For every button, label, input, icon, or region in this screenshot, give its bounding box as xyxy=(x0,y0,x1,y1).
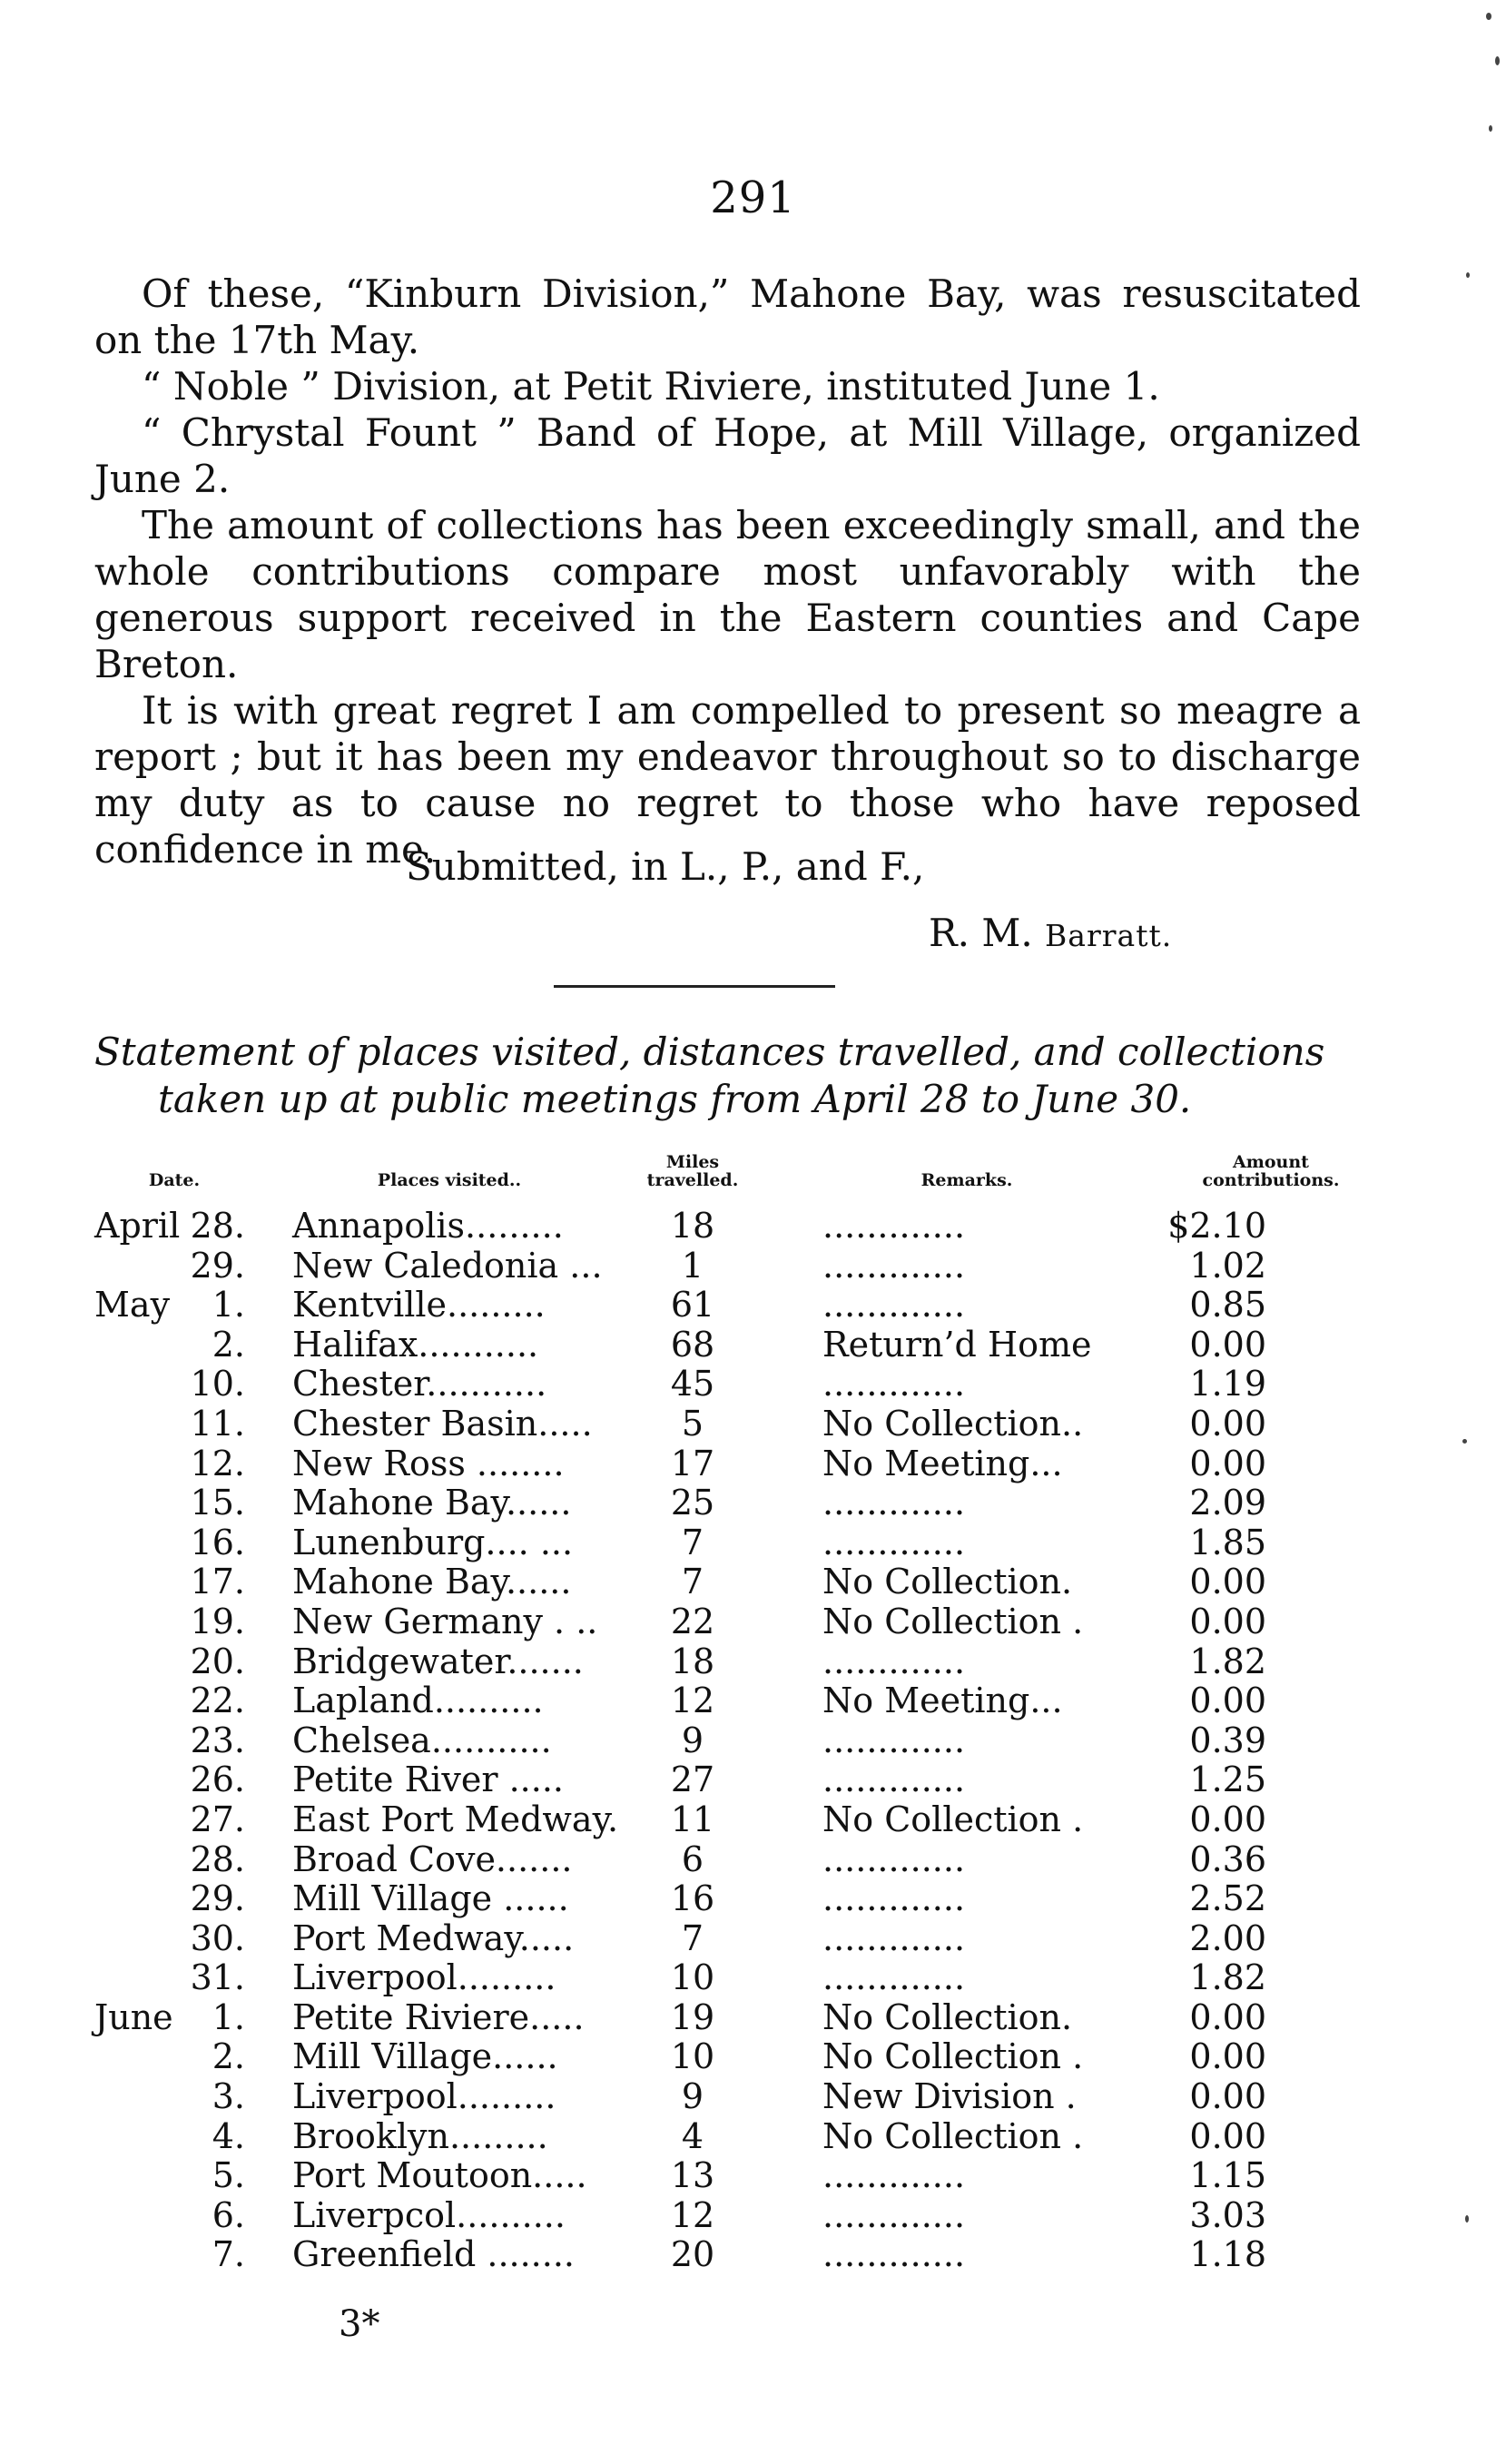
table-row xyxy=(0,2196,1506,2236)
table-row xyxy=(0,1247,1506,1286)
amount-contributed: 0.00 xyxy=(1189,1324,1266,1365)
amount-contributed: 2.52 xyxy=(1189,1878,1266,1919)
miles-travelled: 12 xyxy=(670,2194,715,2235)
paragraph: Of these, “Kinburn Division,” Mahone Bay, was resuscitated on the 17th May. xyxy=(94,271,1361,362)
remark: ............. xyxy=(822,2155,966,2196)
remark: No Collection . xyxy=(822,1799,1084,1839)
miles-travelled: 10 xyxy=(670,1957,715,1998)
place-name: New Ross ........ xyxy=(292,1443,565,1483)
date-day: 22. xyxy=(190,1680,245,1721)
amount-contributed: 2.00 xyxy=(1189,1917,1266,1958)
miles-travelled: 12 xyxy=(670,1680,715,1721)
amount-contributed: 2.09 xyxy=(1189,1483,1266,1523)
miles-travelled: 61 xyxy=(670,1285,715,1326)
amount-contributed: 3.03 xyxy=(1189,2194,1266,2235)
remark: ............. xyxy=(822,1838,966,1879)
paragraph: The amount of collections has been exceedingly small, and the whole contributions compare most unfavorably with the generous support received in the Eastern counties and Cape Breton. xyxy=(94,503,1361,686)
remark: ............. xyxy=(822,1483,966,1523)
miles-travelled: 20 xyxy=(670,2234,715,2275)
place-name: Broad Cove....... xyxy=(292,1838,573,1879)
amount-contributed: 0.85 xyxy=(1189,1285,1266,1326)
statement-title-line-2: taken up at public meetings from April 28 to June 30. xyxy=(158,1077,1192,1121)
date-day: 2. xyxy=(212,1324,245,1365)
header-amount-1: Amount xyxy=(1233,1152,1309,1172)
header-remarks: Remarks. xyxy=(920,1170,1013,1190)
amount-contributed: 1.82 xyxy=(1189,1641,1266,1681)
table-row xyxy=(0,1483,1506,1523)
table-row xyxy=(0,2156,1506,2196)
paragraph: It is with great regret I am compelled to present so meagre a report ; but it has been my endeavor throughout so to discharge my duty as to cause no regret to those who have reposed confidence in me. xyxy=(94,688,1361,872)
table-row xyxy=(0,1800,1506,1840)
miles-travelled: 7 xyxy=(681,1917,704,1958)
date-day: 1. xyxy=(212,1996,245,2037)
submitted-line: Submitted, in L., P., and F., xyxy=(406,844,925,889)
report-body xyxy=(94,271,1361,872)
author-signature xyxy=(929,911,1172,955)
amount-contributed: 1.82 xyxy=(1189,1957,1266,1998)
miles-travelled: 4 xyxy=(681,2115,704,2156)
remark: ............. xyxy=(822,1364,966,1404)
amount-contributed: 0.00 xyxy=(1189,1562,1266,1602)
remark: ............. xyxy=(822,1917,966,1958)
amount-contributed: 0.00 xyxy=(1189,2076,1266,2117)
place-name: Petite Riviere..... xyxy=(292,1996,585,2037)
amount-contributed: 1.15 xyxy=(1189,2155,1266,2196)
table-row xyxy=(0,1919,1506,1959)
table-row xyxy=(0,1365,1506,1404)
date-day: 29. xyxy=(190,1245,245,1286)
margin-speck xyxy=(1466,272,1470,278)
table-row xyxy=(0,1958,1506,1998)
date-day: 27. xyxy=(190,1799,245,1839)
place-name: Mill Village...... xyxy=(292,2036,558,2077)
remark: ............. xyxy=(822,1206,966,1246)
printer-signature-mark: 3* xyxy=(339,2303,380,2345)
miles-travelled: 6 xyxy=(681,1838,704,1879)
amount-contributed: 0.00 xyxy=(1189,1601,1266,1641)
miles-travelled: 68 xyxy=(670,1324,715,1365)
miles-travelled: 1 xyxy=(681,1245,704,1286)
place-name: East Port Medway. xyxy=(292,1799,619,1839)
remark: No Collection . xyxy=(822,1601,1084,1641)
miles-travelled: 11 xyxy=(670,1799,715,1839)
place-name: Kentville......... xyxy=(292,1285,546,1326)
margin-speck xyxy=(1486,13,1491,20)
date-day: 20. xyxy=(190,1641,245,1681)
page-number: 291 xyxy=(710,172,796,223)
date-day: 7. xyxy=(212,2234,245,2275)
place-name: Mahone Bay...... xyxy=(292,1483,572,1523)
remark: No Meeting... xyxy=(822,1443,1063,1483)
table-row xyxy=(0,1760,1506,1800)
amount-contributed: 1.85 xyxy=(1189,1522,1266,1562)
amount-contributed: 0.00 xyxy=(1189,1996,1266,2037)
date-day: 6. xyxy=(212,2194,245,2235)
margin-speck xyxy=(1489,125,1492,132)
table-row xyxy=(0,1207,1506,1247)
place-name: Lunenburg.... ... xyxy=(292,1522,574,1562)
remark: No Meeting... xyxy=(822,1680,1063,1721)
place-name: Lapland.......... xyxy=(292,1680,544,1721)
table-row xyxy=(0,1721,1506,1761)
remark: ............. xyxy=(822,1245,966,1286)
amount-contributed: 1.19 xyxy=(1189,1364,1266,1404)
amount-contributed: 0.36 xyxy=(1189,1838,1266,1879)
table-row xyxy=(0,1602,1506,1642)
amount-contributed: 0.00 xyxy=(1189,2036,1266,2077)
remark: ............. xyxy=(822,1759,966,1800)
date-day: 28. xyxy=(190,1206,245,1246)
table-row xyxy=(0,1444,1506,1484)
place-name: Liverpool......... xyxy=(292,2076,556,2117)
date-day: 28. xyxy=(190,1838,245,1879)
table-row xyxy=(0,1286,1506,1326)
table-row xyxy=(0,1642,1506,1682)
miles-travelled: 16 xyxy=(670,1878,715,1919)
miles-travelled: 5 xyxy=(681,1403,704,1444)
table-row xyxy=(0,2117,1506,2157)
date-month: June xyxy=(94,1996,173,2037)
miles-travelled: 7 xyxy=(681,1562,704,1602)
place-name: Liverpcol.......... xyxy=(292,2194,566,2235)
header-amount-2: contributions. xyxy=(1202,1170,1340,1190)
date-day: 26. xyxy=(190,1759,245,1800)
place-name: New Caledonia ... xyxy=(292,1245,603,1286)
place-name: Mill Village ...... xyxy=(292,1878,569,1919)
place-name: Annapolis......... xyxy=(292,1206,564,1246)
miles-travelled: 7 xyxy=(681,1522,704,1562)
miles-travelled: 27 xyxy=(670,1759,715,1800)
header-miles-2: travelled. xyxy=(646,1170,739,1190)
date-month: April xyxy=(94,1206,181,1246)
remark: No Collection . xyxy=(822,2036,1084,2077)
date-day: 4. xyxy=(212,2115,245,2156)
table-row xyxy=(0,2037,1506,2077)
amount-contributed: 0.00 xyxy=(1189,1443,1266,1483)
place-name: Halifax........... xyxy=(292,1324,539,1365)
date-day: 11. xyxy=(190,1403,245,1444)
statement-title xyxy=(94,1029,1361,1123)
date-day: 12. xyxy=(190,1443,245,1483)
remark: ............. xyxy=(822,1957,966,1998)
place-name: Mahone Bay...... xyxy=(292,1562,572,1602)
statement-table xyxy=(0,1207,1506,2275)
miles-travelled: 22 xyxy=(670,1601,715,1641)
table-row xyxy=(0,1879,1506,1919)
miles-travelled: 17 xyxy=(670,1443,715,1483)
table-row xyxy=(0,2235,1506,2275)
date-day: 31. xyxy=(190,1957,245,1998)
header-places: Places visited.. xyxy=(377,1170,522,1190)
remark: ............. xyxy=(822,1641,966,1681)
remark: No Collection . xyxy=(822,2115,1084,2156)
table-row xyxy=(0,1404,1506,1444)
amount-contributed: 1.18 xyxy=(1189,2234,1266,2275)
date-day: 15. xyxy=(190,1483,245,1523)
remark: No Collection. xyxy=(822,1562,1073,1602)
table-row xyxy=(0,1562,1506,1602)
place-name: Chelsea........... xyxy=(292,1720,552,1760)
place-name: Liverpool......... xyxy=(292,1957,556,1998)
miles-travelled: 45 xyxy=(670,1364,715,1404)
author-surname: Barratt. xyxy=(1045,918,1173,953)
date-day: 30. xyxy=(190,1917,245,1958)
remark: No Collection.. xyxy=(822,1403,1084,1444)
place-name: Bridgewater....... xyxy=(292,1641,584,1681)
date-day: 3. xyxy=(212,2076,245,2117)
table-row xyxy=(0,1840,1506,1880)
table-row xyxy=(0,1523,1506,1563)
margin-speck xyxy=(1495,56,1500,65)
amount-contributed: 1.25 xyxy=(1189,1759,1266,1800)
remark: ............. xyxy=(822,1285,966,1326)
statement-title-line-1: Statement of places visited, distances travelled, and collections xyxy=(94,1030,1325,1074)
miles-travelled: 25 xyxy=(670,1483,715,1523)
miles-travelled: 19 xyxy=(670,1996,715,2037)
amount-contributed: 0.00 xyxy=(1189,1403,1266,1444)
place-name: New Germany . .. xyxy=(292,1601,598,1641)
date-day: 19. xyxy=(190,1601,245,1641)
table-row xyxy=(0,2077,1506,2117)
miles-travelled: 13 xyxy=(670,2155,715,2196)
date-month: May xyxy=(94,1285,171,1326)
amount-contributed: 0.00 xyxy=(1189,2115,1266,2156)
place-name: Greenfield ........ xyxy=(292,2234,575,2275)
remark: ............. xyxy=(822,1720,966,1760)
date-day: 17. xyxy=(190,1562,245,1602)
miles-travelled: 9 xyxy=(681,2076,704,2117)
header-date: Date. xyxy=(148,1170,201,1190)
place-name: Brooklyn......... xyxy=(292,2115,548,2156)
header-miles-1: Miles xyxy=(665,1152,720,1172)
remark: ............. xyxy=(822,1878,966,1919)
miles-travelled: 18 xyxy=(670,1206,715,1246)
amount-contributed: 0.39 xyxy=(1189,1720,1266,1760)
remark: ............. xyxy=(822,2234,966,2275)
amount-contributed: 0.00 xyxy=(1189,1680,1266,1721)
date-day: 5. xyxy=(212,2155,245,2196)
place-name: Petite River ..... xyxy=(292,1759,564,1800)
remark: No Collection. xyxy=(822,1996,1073,2037)
margin-speck xyxy=(1465,2215,1469,2223)
miles-travelled: 9 xyxy=(681,1720,704,1760)
remark: New Division . xyxy=(822,2076,1077,2117)
author-initials: R. M. xyxy=(929,911,1033,955)
place-name: Chester........... xyxy=(292,1364,547,1404)
table-row xyxy=(0,1326,1506,1365)
table-row xyxy=(0,1681,1506,1721)
date-day: 10. xyxy=(190,1364,245,1404)
paragraph: “ Chrystal Fount ” Band of Hope, at Mill Village, organized June 2. xyxy=(94,410,1361,501)
date-day: 29. xyxy=(190,1878,245,1919)
amount-contributed: $2.10 xyxy=(1167,1206,1266,1246)
table-row xyxy=(0,1998,1506,2038)
miles-travelled: 18 xyxy=(670,1641,715,1681)
date-day: 2. xyxy=(212,2036,245,2077)
paragraph: “ Noble ” Division, at Petit Riviere, instituted June 1. xyxy=(142,364,1160,409)
margin-speck xyxy=(1462,1439,1467,1444)
date-day: 1. xyxy=(212,1285,245,1326)
section-divider xyxy=(554,985,835,988)
remark: Return’d Home xyxy=(822,1324,1092,1365)
place-name: Port Moutoon..... xyxy=(292,2155,587,2196)
miles-travelled: 10 xyxy=(670,2036,715,2077)
place-name: Port Medway..... xyxy=(292,1917,575,1958)
remark: ............. xyxy=(822,2194,966,2235)
place-name: Chester Basin..... xyxy=(292,1403,593,1444)
remark: ............. xyxy=(822,1522,966,1562)
amount-contributed: 0.00 xyxy=(1189,1799,1266,1839)
date-day: 23. xyxy=(190,1720,245,1760)
amount-contributed: 1.02 xyxy=(1189,1245,1266,1286)
date-day: 16. xyxy=(190,1522,245,1562)
